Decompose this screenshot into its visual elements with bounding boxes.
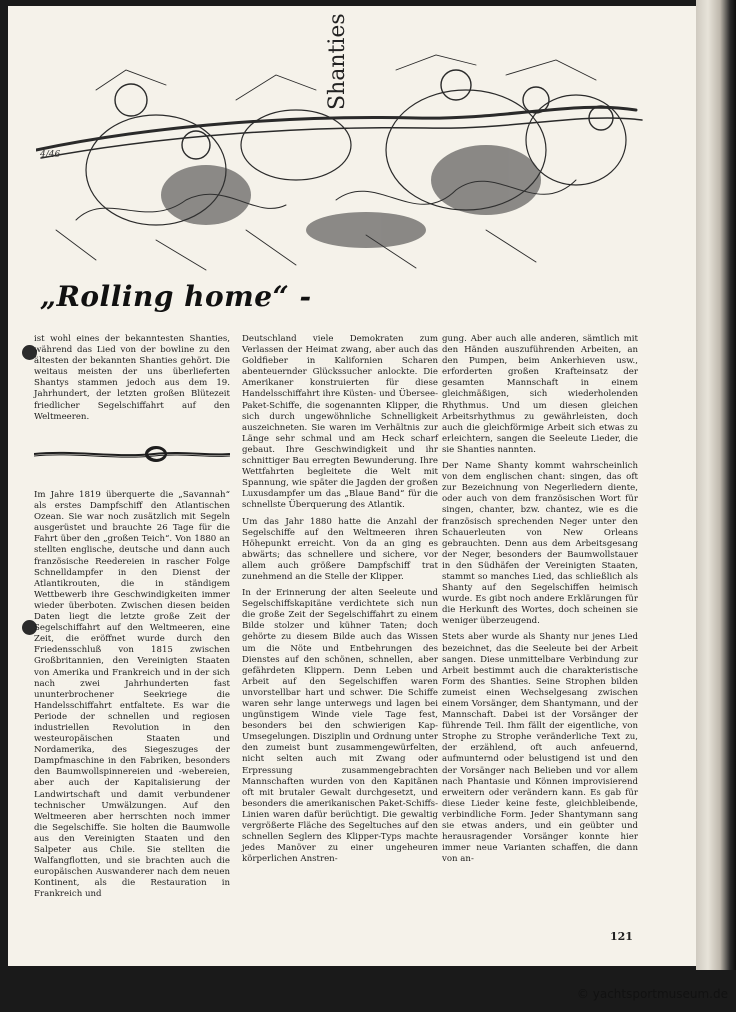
paragraph: Der Name Shanty kommt wahrscheinlich von dem englischen chant: singen, das oft zur Bezeichnung von Negerliedern diente, oder auch von dem französischen Wort für singen, chanter, bzw. chantez, wie es die französisch sprechenden Neger unter den Schauerleuten von New Orleans gebrauchten. Denn aus dem Arbeitsgesang der Neger, besonders der Baumwollstauer in den Südhäfen der Vereinigten Staaten, stammt so manches Lied, das schließlich als Shanty auf den Segelschiffen heimisch wurde. Es gibt noch andere Erklärungen für die Herkunft des Wortes, doch scheinen sie weniger überzeugend.	[442, 461, 638, 627]
paragraph: gung. Aber auch alle anderen, sämtlich mit den Händen auszuführenden Arbeiten, an den Pumpen, beim Ankerhieven usw., erforderten großen Krafteinsatz der gesamten Mannschaft in einem gleichmäßigen, sich wiederholenden Rhythmus. Und um diesen gleichen Arbeitsrhythmus zu gewährleisten, doch auch die gleichförmige Arbeit sich etwas zu erleichtern, sangen die Seeleute Lieder, die sie Shanties nannten.	[442, 334, 638, 455]
illustration-title: Shanties	[325, 13, 350, 110]
page-number: 121	[610, 930, 633, 943]
column-3	[442, 334, 638, 870]
paragraph: ist wohl eines der bekanntesten Shanties, während das Lied von der bowline zu den ältesten der bekannten Shanties gehört. Die weitaus meisten der uns überlieferten Shantys stammen jedoch aus dem 19. Jahrhundert, der letzten großen Blütezeit friedlicher Segelschiffahrt auf den Weltmeeren.	[34, 334, 230, 422]
paragraph: Deutschland viele Demokraten zum Verlassen der Heimat zwang, aber auch das Goldfieber in Kalifornien Scharen abenteuernder Glückssucher anlockte. Die Amerikaner konstruierten für diese Handelsschiffahrt ihre Küsten- und Übersee-Paket-Schiffe, die sogenannten Klipper, die sich durch ungewöhnliche Schnelligkeit auszeichneten. Sie waren im Verhältnis zur Länge sehr schmal und am Heck scharf gebaut. Ihre Geschwindigkeit und ihr schnittiger Bau erregten Bewunderung. Ihre Wettfahrten begleitete die Welt mit Spannung, wie später die Jagden der großen Luxusdampfer um das „Blaue Band“ für die schnellste Überquerung des Atlantik.	[242, 334, 438, 511]
headline: „Rolling home“ -	[40, 280, 312, 313]
artist-signature: 4/46	[40, 150, 61, 160]
watermark: © yachtsportmuseum.de	[576, 987, 728, 1001]
column-1-intro	[34, 334, 230, 428]
paragraph: Um das Jahr 1880 hatte die Anzahl der Segelschiffe auf den Weltmeeren ihren Höhepunkt erreicht. Von da an ging es abwärts; das schnellere und sichere, vor allem auch größere Dampfschiff trat zunehmend an die Stelle der Klipper.	[242, 516, 438, 582]
paragraph: Stets aber wurde als Shanty nur jenes Lied bezeichnet, das die Seeleute bei der Arbeit sangen. Diese unmittelbare Verbindung zur Arbeit bestimmt auch die charakteristische Form des Shanties. Seine Strophen bilden zumeist einen Wechselgesang zwischen einem Vorsänger, dem Shantymann, und der Mannschaft. Dabei ist der Vorsänger der führende Teil. Ihm fällt der eigentliche, von Strophe zu Strophe veränderliche Text zu, der erzählend, oft auch anfeuernd, aufmunternd oder belustigend ist und den der Vorsänger nach Belieben und vor allem nach Phantasie und Können improvisierend erweitern oder verändern kann. Es gab für diese Lieder keine feste, gleichbleibende, verbindliche Form. Jeder Shantymann sang sie etwas anders, und ein geübter und herausragender Vorsänger konnte hier immer neue Varianten schaffen, die dann von an-	[442, 632, 638, 865]
book-spine	[696, 0, 736, 970]
column-1-body	[34, 490, 230, 905]
paragraph: Im Jahre 1819 überquerte die „Savannah“ als erstes Dampfschiff den Atlantischen Ozean. Sie war noch zusätzlich mit Segeln ausgerüstet und brauchte 26 Tage für die Fahrt über den „großen Teich“. Von 1880 an stellten englische, deutsche und dann auch französische Reedereien in rascher Folge Schnelldampfer in den Dienst der Atlantikrouten, die in ständigem Wettbewerb ihre Geschwindigkeiten immer wieder überboten. Zwischen diesen beiden Daten liegt die letzte große Zeit der Segelschiffahrt auf den Weltmeeren, eine Zeit, die eröffnet wurde durch den Friedensschluß von 1815 zwischen Großbritannien, den Vereinigten Staaten von Amerika und Frankreich und in der sich nach zwei Jahrhunderten fast ununterbrochener Seekriege die Handelsschiffahrt entfaltete. Es war die Periode der schnellen und regiosen industriellen Revolution in den westeuropäischen Staaten und Nordamerika, des Siegeszuges der Dampfmaschine in den Fabriken, besonders den Baumwollspinnereien und -webereien, aber auch der Kapitalisierung der Landwirtschaft und damit verbundener technischer Umwälzungen. Auf den Weltmeeren aber herrschten noch immer die Segelschiffe. Sie holten die Baumwolle aus den Vereinigten Staaten und den Salpeter aus Chile. Sie stellten die Walfangflotten, und sie brachten auch die europäischen Auswanderer nach dem neuen Kontinent, als die Restauration in Frankreich und	[34, 490, 230, 900]
rope-knot-divider	[34, 442, 230, 466]
column-2	[242, 334, 438, 870]
paragraph: In der Erinnerung der alten Seeleute und Segelschiffskapitäne verdichtete sich nun die große Zeit der Segelschiffahrt zu einem Bilde stolzer und kühner Taten; doch gehörte zu diesem Bilde auch das Wissen um die Nöte und Entbehrungen des Dienstes auf den schönen, schnellen, aber gefährdeten Klippern. Denn Leben und Arbeit auf den Segelschiffen waren unvorstellbar hart und schwer. Die Schiffe waren sehr lange unterwegs und lagen bei ungünstigem Winde viele Tage fest, besonders bei den schwierigen Kap-Umsegelungen. Disziplin und Ordnung unter den zumeist bunt zusammengewürfelten, nicht selten auch mit Zwang oder Erpressung zusammengebrachten Mannschaften wurden von den Kapitänen oft mit brutaler Gewalt durchgesetzt, und besonders die amerikanischen Paket-Schiffs-Linien waren dafür berüchtigt. Die gewaltig vergrößerte Fläche des Segeltuches auf den schnellen Seglern des Klipper-Typs machte jedes Manöver zu einer ungeheuren körperlichen Anstren-	[242, 588, 438, 865]
